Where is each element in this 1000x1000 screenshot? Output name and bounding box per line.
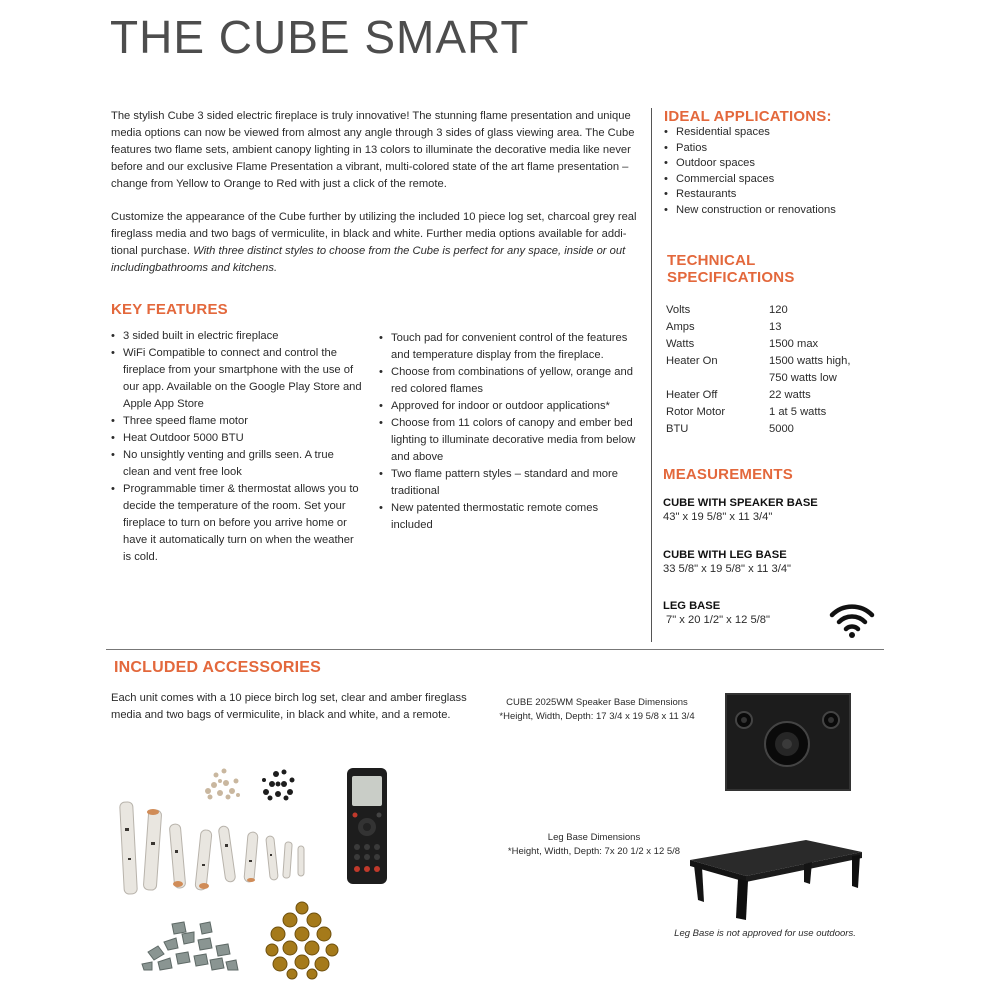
remote-control-image	[346, 767, 388, 885]
intro-paragraph-2	[111, 209, 641, 277]
key-features-heading: KEY FEATURES	[111, 301, 228, 318]
white-vermiculite-image	[198, 763, 248, 803]
spec-value: 1500 watts high, 750 watts low	[769, 355, 851, 384]
speaker-caption-line1: CUBE 2025WM Speaker Base Dimensions	[506, 697, 688, 708]
measurement-value: 7" x 20 1/2" x 12 5/8"	[666, 614, 770, 626]
leg-caption-line1: Leg Base Dimensions	[547, 832, 641, 843]
ideal-application-item: • Commercial spaces	[664, 172, 894, 188]
key-feature-item: • Approved for indoor or outdoor applications*	[379, 398, 641, 415]
key-feature-item: • Two flame pattern styles – standard and more traditional	[379, 466, 641, 500]
spec-value: 1 at 5 watts	[769, 406, 827, 418]
key-feature-item: • No unsightly venting and grills seen. A true clean and vent free look	[111, 447, 363, 481]
tech-specs-heading	[667, 252, 795, 286]
key-features-col2	[379, 330, 641, 534]
tech-heading-line1: TECHNICAL	[667, 252, 756, 269]
measurement-label: CUBE WITH SPEAKER BASE	[663, 497, 818, 509]
key-feature-item: • New patented thermostatic remote comes included	[379, 500, 641, 534]
spec-key: BTU	[666, 423, 689, 435]
intro	[111, 108, 641, 277]
spec-row	[666, 319, 850, 336]
spec-value: 22 watts	[769, 389, 811, 401]
measurement-leg-cube	[663, 549, 791, 575]
measurement-leg-base	[663, 600, 770, 626]
measurement-value: 33 5/8" x 19 5/8" x 11 3/4"	[663, 563, 792, 575]
leg-base-note: Leg Base is not approved for use outdoors.	[674, 928, 856, 939]
key-features-col1	[111, 328, 363, 566]
ideal-application-item: • New construction or renovations	[664, 203, 894, 219]
spec-key: Rotor Motor	[666, 406, 726, 418]
included-accessories-heading: INCLUDED ACCESSORIES	[114, 659, 321, 676]
birch-log-set-image	[118, 798, 318, 898]
wifi-icon	[829, 602, 875, 638]
clear-fireglass-image	[138, 912, 244, 976]
speaker-caption	[487, 696, 707, 724]
spec-key: Amps	[666, 321, 695, 333]
measurement-label: CUBE WITH LEG BASE	[663, 549, 787, 561]
spec-row	[666, 387, 850, 404]
spec-value: 13	[769, 321, 782, 333]
measurement-speaker	[663, 497, 818, 523]
intro-paragraph-1: The stylish Cube 3 sided electric fireplace is truly innovative! The stunning flame presentation and unique media options can now be viewed from almost any angle through 3 sides of glass viewing area. The Cube features two flame sets, ambient canopy lighting in 13 colors to illuminate the decorative media like never before and our exclusive Flame Presentation a vibrant, multi-colored state of the art flame presentation – change from Yellow to Orange to Red with just a click of the remote.	[111, 110, 635, 190]
spec-value: 5000	[769, 423, 794, 435]
leg-caption-line2: *Height, Width, Depth: 7x 20 1/2 x 12 5/8	[507, 846, 681, 857]
key-feature-item: • 3 sided built in electric fireplace	[111, 328, 363, 345]
spec-row	[666, 404, 850, 421]
speaker-base-image	[724, 692, 854, 794]
intro-p2-italic: With three distinct styles to choose from the Cube is perfect for any space, inside or out includingbathrooms and kitchens.	[111, 245, 626, 274]
vertical-divider	[651, 108, 652, 642]
tech-heading-line2: SPECIFICATIONS	[667, 269, 795, 286]
spec-row	[666, 302, 850, 319]
key-feature-item: • Programmable timer & thermostat allows you to decide the temperature of the room. Set your fireplace to turn on before you arrive home or have it automatically turn on when the weather is cold.	[111, 481, 363, 566]
spec-value: 120	[769, 304, 788, 316]
spec-row	[666, 421, 850, 438]
speaker-caption-line2: *Height, Width, Depth: 17 3/4 x 19 5/8 x 11 3/4	[499, 711, 695, 722]
key-feature-item: • WiFi Compatible to connect and control the fireplace from your smartphone with the use of our app. Available on the Google Play Store and Apple App Store	[111, 345, 363, 413]
amber-fireglass-image	[262, 898, 342, 980]
ideal-application-item: • Patios	[664, 141, 894, 157]
spec-row	[666, 336, 850, 353]
tech-specs-table	[666, 302, 850, 438]
page-title: THE CUBE SMART	[110, 11, 530, 63]
measurement-label: LEG BASE	[663, 600, 721, 612]
ideal-application-item: • Residential spaces	[664, 125, 894, 141]
ideal-applications-heading: IDEAL APPLICATIONS:	[664, 108, 832, 125]
intro-p2-text: Customize the appearance of the Cube further by utilizing the included 10 piece log set, charcoal grey real fireglass media and two bags of vermiculite, in black and white. Further media options available for addi-tional purchase.	[111, 211, 637, 257]
spec-row	[666, 353, 850, 387]
ideal-applications-list	[664, 125, 894, 219]
ideal-application-item: • Outdoor spaces	[664, 156, 894, 172]
key-feature-item: • Touch pad for convenient control of the features and temperature display from the fireplace.	[379, 330, 641, 364]
accessories-text: Each unit comes with a 10 piece birch log set, clear and amber fireglass media and two bags of vermiculite, in black and white, and a remote.	[111, 692, 467, 721]
key-feature-item: • Choose from combinations of yellow, orange and red colored flames	[379, 364, 641, 398]
measurement-value: 43" x 19 5/8" x 11 3/4"	[663, 511, 773, 523]
key-feature-item: • Three speed flame motor	[111, 413, 363, 430]
spec-key: Heater On	[666, 355, 718, 367]
spec-key: Watts	[666, 338, 695, 350]
spec-key: Heater Off	[666, 389, 718, 401]
horizontal-divider	[106, 649, 884, 650]
measurements-heading: MEASUREMENTS	[663, 466, 793, 483]
ideal-application-item: • Restaurants	[664, 187, 894, 203]
key-feature-item: • Heat Outdoor 5000 BTU	[111, 430, 363, 447]
key-feature-item: • Choose from 11 colors of canopy and ember bed lighting to illuminate decorative media from below and above	[379, 415, 641, 466]
leg-caption	[484, 831, 704, 859]
leg-base-image	[686, 838, 866, 924]
spec-key: Volts	[666, 304, 691, 316]
spec-value: 1500 max	[769, 338, 819, 350]
